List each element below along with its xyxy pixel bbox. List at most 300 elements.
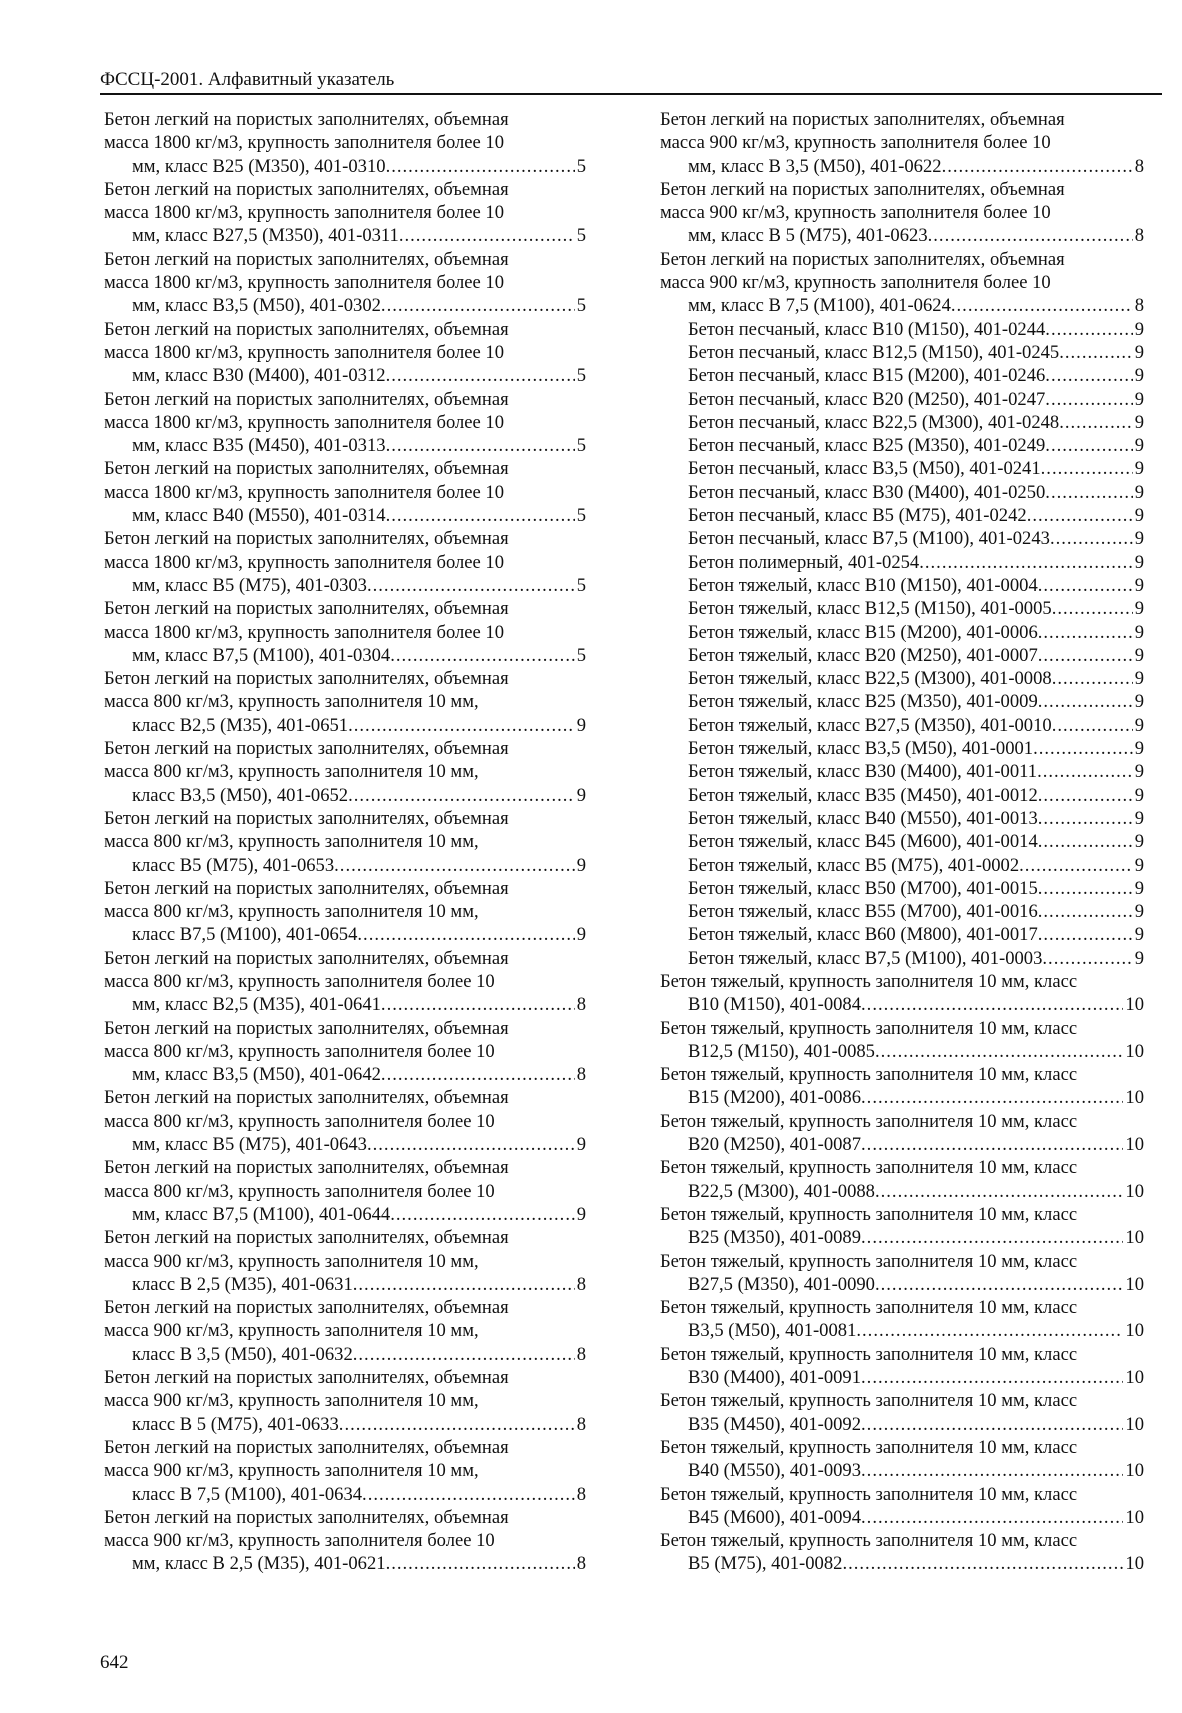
entry-page-ref: 9: [1134, 877, 1144, 899]
entry-term: мм, класс В 7,5 (М100), 401-0624: [688, 295, 951, 317]
index-entry: [104, 947, 586, 1017]
entry-line: масса 1800 кг/м3, крупность заполнителя более 10: [104, 272, 505, 294]
entry-page-ref: 9: [1134, 411, 1144, 433]
index-entry: [660, 1250, 1144, 1297]
entry-page-ref: 9: [1134, 621, 1144, 643]
index-entry: [104, 457, 586, 527]
entry-last-line: [688, 993, 1144, 1016]
entry-page-ref: 8: [576, 1064, 586, 1086]
entry-term: Бетон тяжелый, класс В35 (М450), 401-0012: [688, 784, 1038, 806]
entry-line: Бетон легкий на пористых заполнителях, объемная: [104, 1297, 509, 1319]
dot-leader: [386, 434, 575, 457]
entry-line: масса 900 кг/м3, крупность заполнителя 10 мм,: [104, 1390, 479, 1412]
entry-last-line: [688, 714, 1144, 737]
entry-page-ref: 5: [576, 505, 586, 527]
entry-line: Бетон легкий на пористых заполнителях, объемная: [104, 1017, 509, 1039]
entry-term: мм, класс В3,5 (М50), 401-0642: [132, 1064, 381, 1086]
entry-line: Бетон тяжелый, крупность заполнителя 10 мм, класс: [660, 1343, 1078, 1365]
entry-last-line: [688, 900, 1144, 923]
entry-line: Бетон легкий на пористых заполнителях, объемная: [104, 388, 509, 410]
entry-page-ref: 9: [1134, 435, 1144, 457]
entry-term: Бетон тяжелый, класс В60 (М800), 401-0017: [688, 924, 1038, 946]
index-entry: [660, 830, 1144, 853]
entry-term: В22,5 (М300), 401-0088: [688, 1180, 875, 1202]
index-entry: [660, 644, 1144, 667]
entry-last-line: [132, 854, 586, 877]
entry-page-ref: 8: [576, 1413, 586, 1435]
entry-last-line: [688, 318, 1144, 341]
entry-term: класс В7,5 (М100), 401-0654: [132, 924, 358, 946]
entry-term: Бетон тяжелый, класс В7,5 (М100), 401-0003: [688, 947, 1043, 969]
entry-term: Бетон тяжелый, класс В25 (М350), 401-0009: [688, 691, 1038, 713]
entry-last-line: [688, 434, 1144, 457]
entry-line: Бетон легкий на пористых заполнителях, объемная: [104, 1087, 509, 1109]
entry-last-line: [688, 527, 1144, 550]
entry-term: В40 (М550), 401-0093: [688, 1460, 862, 1482]
entry-page-ref: 8: [1134, 225, 1144, 247]
dot-leader: [381, 1063, 575, 1086]
entry-last-line: [688, 1413, 1144, 1436]
entry-last-line: [688, 224, 1144, 247]
entry-last-line: [688, 1459, 1144, 1482]
entry-page-ref: 10: [1125, 1040, 1144, 1062]
entry-line: Бетон легкий на пористых заполнителях, объемная: [104, 1367, 509, 1389]
index-entry: [104, 108, 586, 178]
entry-page-ref: 5: [576, 295, 586, 317]
dot-leader: [1052, 597, 1133, 620]
index-entry: [104, 1226, 586, 1296]
index-entry: [660, 621, 1144, 644]
dot-leader: [875, 1273, 1123, 1296]
entry-last-line: [132, 155, 586, 178]
entry-line: масса 800 кг/м3, крупность заполнителя более 10: [104, 970, 495, 992]
entry-page-ref: 8: [576, 994, 586, 1016]
entry-page-ref: 9: [1134, 505, 1144, 527]
index-entry: [660, 388, 1144, 411]
entry-page-ref: 9: [1134, 318, 1144, 340]
dot-leader: [367, 574, 575, 597]
entry-page-ref: 9: [1134, 341, 1144, 363]
index-entry: [660, 504, 1144, 527]
entry-term: мм, класс В7,5 (М100), 401-0644: [132, 1203, 391, 1225]
entry-page-ref: 10: [1125, 1273, 1144, 1295]
entry-last-line: [688, 551, 1144, 574]
index-entry: [104, 178, 586, 248]
entry-last-line: [132, 1063, 586, 1086]
dot-leader: [1038, 621, 1133, 644]
entry-term: В15 (М200), 401-0086: [688, 1087, 862, 1109]
dot-leader: [1038, 690, 1133, 713]
entry-page-ref: 9: [1134, 574, 1144, 596]
entry-last-line: [688, 411, 1144, 434]
index-entry: [104, 1436, 586, 1506]
entry-last-line: [132, 644, 586, 667]
index-entry: [660, 877, 1144, 900]
entry-term: В45 (М600), 401-0094: [688, 1506, 862, 1528]
dot-leader: [842, 1552, 1123, 1575]
entry-last-line: [688, 388, 1144, 411]
entry-term: мм, класс В5 (М75), 401-0643: [132, 1134, 367, 1156]
index-entry: [660, 1343, 1144, 1390]
entry-term: класс В2,5 (М35), 401-0651: [132, 714, 349, 736]
entry-last-line: [688, 854, 1144, 877]
entry-page-ref: 10: [1125, 1367, 1144, 1389]
entry-term: мм, класс В27,5 (М350), 401-0311: [132, 225, 399, 247]
entry-last-line: [688, 737, 1144, 760]
index-entry: [660, 318, 1144, 341]
entry-line: Бетон легкий на пористых заполнителях, объемная: [104, 318, 509, 340]
dot-leader: [334, 854, 575, 877]
entry-last-line: [132, 1133, 586, 1156]
dot-leader: [875, 1180, 1123, 1203]
dot-leader: [1041, 457, 1133, 480]
index-entry: [660, 760, 1144, 783]
entry-line: масса 1800 кг/м3, крупность заполнителя более 10: [104, 341, 505, 363]
index-entry: [660, 411, 1144, 434]
entry-line: масса 800 кг/м3, крупность заполнителя 10 мм,: [104, 831, 479, 853]
entry-term: В12,5 (М150), 401-0085: [688, 1040, 875, 1062]
dot-leader: [1045, 481, 1132, 504]
entry-page-ref: 9: [576, 854, 586, 876]
dot-leader: [1042, 947, 1132, 970]
entry-line: Бетон легкий на пористых заполнителях, объемная: [660, 178, 1065, 200]
dot-leader: [1038, 923, 1133, 946]
index-entry: [660, 434, 1144, 457]
entry-line: масса 1800 кг/м3, крупность заполнителя более 10: [104, 202, 505, 224]
dot-leader: [386, 155, 575, 178]
entry-page-ref: 10: [1125, 1553, 1144, 1575]
entry-page-ref: 9: [1134, 807, 1144, 829]
index-entry: [660, 784, 1144, 807]
index-entry: [660, 1203, 1144, 1250]
entry-page-ref: 9: [1134, 388, 1144, 410]
index-entry: [660, 108, 1144, 178]
entry-line: Бетон легкий на пористых заполнителях, объемная: [660, 109, 1065, 130]
entry-line: Бетон легкий на пористых заполнителях, объемная: [104, 738, 509, 760]
entry-last-line: [132, 1273, 586, 1296]
entry-line: масса 900 кг/м3, крупность заполнителя более 10: [660, 272, 1051, 294]
entry-term: В27,5 (М350), 401-0090: [688, 1273, 875, 1295]
index-entry: [660, 807, 1144, 830]
entry-line: Бетон тяжелый, крупность заполнителя 10 мм, класс: [660, 1110, 1078, 1132]
entry-line: Бетон легкий на пористых заполнителях, объемная: [104, 807, 509, 829]
running-header: ФССЦ-2001. Алфавитный указатель: [100, 69, 395, 90]
entry-line: Бетон тяжелый, крупность заполнителя 10 мм, класс: [660, 1297, 1078, 1319]
entry-line: масса 800 кг/м3, крупность заполнителя 10 мм,: [104, 901, 479, 923]
entry-term: мм, класс В3,5 (М50), 401-0302: [132, 295, 381, 317]
index-entry: [104, 807, 586, 877]
entry-page-ref: 9: [1134, 691, 1144, 713]
dot-leader: [1045, 364, 1132, 387]
entry-term: В30 (М400), 401-0091: [688, 1367, 862, 1389]
dot-leader: [1038, 644, 1133, 667]
entry-page-ref: 5: [576, 644, 586, 666]
page-number: 642: [100, 1652, 129, 1673]
index-entry: [104, 877, 586, 947]
dot-leader: [1045, 434, 1132, 457]
index-entry: [660, 457, 1144, 480]
entry-term: Бетон тяжелый, класс В45 (М600), 401-0014: [688, 831, 1038, 853]
entry-last-line: [688, 667, 1144, 690]
entry-term: Бетон песчаный, класс В7,5 (М100), 401-0243: [688, 528, 1050, 550]
dot-leader: [1038, 877, 1133, 900]
dot-leader: [861, 1133, 1123, 1156]
index-entry: [660, 1529, 1144, 1576]
entry-last-line: [688, 877, 1144, 900]
index-entry: [660, 1017, 1144, 1064]
entry-last-line: [132, 1203, 586, 1226]
entry-page-ref: 9: [576, 924, 586, 946]
dot-leader: [1050, 527, 1133, 550]
entry-term: В3,5 (М50), 401-0081: [688, 1320, 857, 1342]
entry-last-line: [688, 830, 1144, 853]
entry-line: Бетон тяжелый, крупность заполнителя 10 мм, класс: [660, 1157, 1078, 1179]
index-entry: [660, 1063, 1144, 1110]
entry-page-ref: 9: [1134, 551, 1144, 573]
entry-line: Бетон тяжелый, крупность заполнителя 10 мм, класс: [660, 1483, 1078, 1505]
entry-line: масса 900 кг/м3, крупность заполнителя 10 мм,: [104, 1320, 479, 1342]
entry-last-line: [688, 597, 1144, 620]
entry-last-line: [688, 1180, 1144, 1203]
entry-term: Бетон тяжелый, класс В55 (М700), 401-0016: [688, 901, 1038, 923]
index-entry: [660, 1389, 1144, 1436]
entry-last-line: [132, 504, 586, 527]
entry-page-ref: 9: [1134, 924, 1144, 946]
dot-leader: [1019, 854, 1133, 877]
entry-last-line: [132, 714, 586, 737]
entry-last-line: [688, 644, 1144, 667]
dot-leader: [1038, 900, 1133, 923]
entry-line: Бетон легкий на пористых заполнителях, объемная: [104, 248, 509, 270]
index-entry: [104, 1086, 586, 1156]
entry-last-line: [132, 993, 586, 1016]
index-entry: [660, 1296, 1144, 1343]
entry-term: Бетон тяжелый, класс В27,5 (М350), 401-0010: [688, 714, 1052, 736]
entry-page-ref: 5: [576, 365, 586, 387]
dot-leader: [861, 1226, 1123, 1249]
entry-term: Бетон тяжелый, класс В22,5 (М300), 401-0008: [688, 668, 1052, 690]
entry-term: Бетон тяжелый, класс В5 (М75), 401-0002: [688, 854, 1020, 876]
entry-term: класс В 2,5 (М35), 401-0631: [132, 1273, 353, 1295]
dot-leader: [861, 1459, 1123, 1482]
entry-last-line: [688, 760, 1144, 783]
entry-last-line: [688, 1040, 1144, 1063]
index-entry: [660, 690, 1144, 713]
entry-line: Бетон легкий на пористых заполнителях, объемная: [104, 598, 509, 620]
entry-line: Бетон легкий на пористых заполнителях, объемная: [104, 1506, 509, 1528]
dot-leader: [1038, 574, 1133, 597]
entry-line: Бетон легкий на пористых заполнителях, объемная: [104, 178, 509, 200]
entry-page-ref: 9: [1134, 784, 1144, 806]
entry-last-line: [132, 294, 586, 317]
entry-term: мм, класс В35 (М450), 401-0313: [132, 435, 386, 457]
entry-term: Бетон тяжелый, класс В40 (М550), 401-0013: [688, 807, 1038, 829]
entry-term: Бетон тяжелый, класс В15 (М200), 401-0006: [688, 621, 1038, 643]
entry-page-ref: 9: [576, 1203, 586, 1225]
entry-line: масса 900 кг/м3, крупность заполнителя 10 мм,: [104, 1250, 479, 1272]
entry-term: мм, класс В2,5 (М35), 401-0641: [132, 994, 381, 1016]
entry-term: Бетон тяжелый, класс В30 (М400), 401-0011: [688, 761, 1038, 783]
index-entry: [660, 527, 1144, 550]
entry-page-ref: 8: [576, 1343, 586, 1365]
entry-page-ref: 5: [576, 225, 586, 247]
entry-page-ref: 9: [1134, 714, 1144, 736]
entry-line: масса 800 кг/м3, крупность заполнителя более 10: [104, 1040, 495, 1062]
entry-line: масса 900 кг/м3, крупность заполнителя более 10: [660, 202, 1051, 224]
index-entry: [104, 1296, 586, 1366]
entry-line: Бетон тяжелый, крупность заполнителя 10 мм, класс: [660, 1203, 1078, 1225]
index-entry: [660, 1110, 1144, 1157]
entry-last-line: [688, 621, 1144, 644]
dot-leader: [386, 1552, 575, 1575]
entry-term: Бетон песчаный, класс В12,5 (М150), 401-0245: [688, 341, 1060, 363]
entry-term: В10 (М150), 401-0084: [688, 994, 862, 1016]
dot-leader: [362, 1483, 575, 1506]
entry-last-line: [688, 923, 1144, 946]
index-column-right: [660, 108, 1144, 1576]
dot-leader: [1038, 830, 1133, 853]
index-entry: [660, 970, 1144, 1017]
entry-line: Бетон тяжелый, крупность заполнителя 10 мм, класс: [660, 1017, 1078, 1039]
entry-page-ref: 5: [576, 435, 586, 457]
entry-page-ref: 8: [1134, 155, 1144, 177]
dot-leader: [390, 1203, 574, 1226]
entry-last-line: [132, 1552, 586, 1575]
entry-page-ref: 9: [1134, 947, 1144, 969]
entry-last-line: [688, 364, 1144, 387]
entry-term: класс В 7,5 (М100), 401-0634: [132, 1483, 363, 1505]
dot-leader: [942, 155, 1133, 178]
entry-term: Бетон тяжелый, класс В50 (М700), 401-0015: [688, 877, 1038, 899]
entry-page-ref: 9: [1134, 644, 1144, 666]
entry-page-ref: 9: [1134, 761, 1144, 783]
entry-line: масса 900 кг/м3, крупность заполнителя 10 мм,: [104, 1460, 479, 1482]
index-entry: [104, 667, 586, 737]
entry-page-ref: 9: [1134, 365, 1144, 387]
dot-leader: [381, 993, 575, 1016]
dot-leader: [856, 1319, 1123, 1342]
dot-leader: [1059, 411, 1132, 434]
entry-last-line: [132, 434, 586, 457]
entry-line: Бетон тяжелый, крупность заполнителя 10 мм, класс: [660, 1530, 1078, 1552]
entry-page-ref: 8: [1134, 295, 1144, 317]
entry-line: масса 1800 кг/м3, крупность заполнителя более 10: [104, 621, 505, 643]
entry-last-line: [688, 1552, 1144, 1575]
entry-last-line: [132, 1413, 586, 1436]
entry-last-line: [688, 690, 1144, 713]
index-entry: [660, 1436, 1144, 1483]
entry-term: класс В5 (М75), 401-0653: [132, 854, 335, 876]
entry-last-line: [688, 1366, 1144, 1389]
entry-page-ref: 9: [576, 1134, 586, 1156]
entry-page-ref: 9: [1134, 458, 1144, 480]
entry-term: мм, класс В5 (М75), 401-0303: [132, 574, 367, 596]
entry-line: Бетон тяжелый, крупность заполнителя 10 мм, класс: [660, 970, 1078, 992]
entry-term: мм, класс В7,5 (М100), 401-0304: [132, 644, 391, 666]
entry-term: Бетон тяжелый, класс В3,5 (М50), 401-0001: [688, 738, 1034, 760]
entry-last-line: [688, 341, 1144, 364]
index-entry: [104, 1156, 586, 1226]
entry-term: Бетон песчаный, класс В10 (М150), 401-0244: [688, 318, 1046, 340]
entry-line: масса 1800 кг/м3, крупность заполнителя более 10: [104, 551, 505, 573]
entry-term: мм, класс В30 (М400), 401-0312: [132, 365, 386, 387]
entry-last-line: [132, 1343, 586, 1366]
index-entry: [660, 551, 1144, 574]
index-entry: [660, 178, 1144, 248]
index-column-left: [104, 108, 586, 1576]
entry-term: Бетон песчаный, класс В22,5 (М300), 401-0248: [688, 411, 1060, 433]
entry-page-ref: 8: [576, 1273, 586, 1295]
index-entry: [104, 527, 586, 597]
index-entry: [104, 388, 586, 458]
entry-last-line: [688, 784, 1144, 807]
entry-term: Бетон песчаный, класс В5 (М75), 401-0242: [688, 505, 1027, 527]
dot-leader: [875, 1040, 1123, 1063]
index-entry: [660, 1156, 1144, 1203]
entry-line: масса 800 кг/м3, крупность заполнителя более 10: [104, 1110, 495, 1132]
dot-leader: [348, 784, 575, 807]
entry-page-ref: 9: [576, 714, 586, 736]
entry-term: Бетон тяжелый, класс В20 (М250), 401-0007: [688, 644, 1038, 666]
entry-page-ref: 10: [1125, 1460, 1144, 1482]
dot-leader: [399, 224, 575, 247]
index-entry: [660, 714, 1144, 737]
entry-last-line: [688, 574, 1144, 597]
index-entry: [104, 248, 586, 318]
entry-last-line: [132, 574, 586, 597]
dot-leader: [390, 644, 574, 667]
entry-term: Бетон тяжелый, класс В12,5 (М150), 401-0005: [688, 598, 1052, 620]
entry-term: мм, класс В40 (М550), 401-0314: [132, 505, 386, 527]
index-entry: [104, 597, 586, 667]
entry-line: Бетон легкий на пористых заполнителях, объемная: [104, 528, 509, 550]
entry-page-ref: 10: [1125, 1087, 1144, 1109]
dot-leader: [1038, 807, 1133, 830]
entry-line: Бетон легкий на пористых заполнителях, объемная: [104, 877, 509, 899]
dot-leader: [381, 294, 575, 317]
index-entry: [660, 341, 1144, 364]
dot-leader: [861, 1506, 1123, 1529]
index-entry: [104, 737, 586, 807]
index-entry: [660, 854, 1144, 877]
entry-term: Бетон песчаный, класс В30 (М400), 401-0250: [688, 481, 1046, 503]
entry-last-line: [688, 1506, 1144, 1529]
dot-leader: [1045, 318, 1132, 341]
entry-last-line: [688, 294, 1144, 317]
index-entry: [660, 737, 1144, 760]
dot-leader: [928, 224, 1133, 247]
dot-leader: [339, 1413, 575, 1436]
entry-line: Бетон легкий на пористых заполнителях, объемная: [104, 1436, 509, 1458]
entry-line: масса 900 кг/м3, крупность заполнителя более 10: [104, 1530, 495, 1552]
dot-leader: [357, 923, 574, 946]
entry-page-ref: 9: [1134, 738, 1144, 760]
entry-line: Бетон легкий на пористых заполнителях, объемная: [104, 1157, 509, 1179]
entry-last-line: [688, 1133, 1144, 1156]
entry-term: В20 (М250), 401-0087: [688, 1134, 862, 1156]
entry-last-line: [688, 1273, 1144, 1296]
entry-last-line: [688, 1319, 1144, 1342]
entry-term: В5 (М75), 401-0082: [688, 1553, 843, 1575]
index-entry: [660, 364, 1144, 387]
dot-leader: [861, 1366, 1123, 1389]
entry-line: Бетон легкий на пористых заполнителях, объемная: [104, 668, 509, 690]
dot-leader: [348, 714, 575, 737]
dot-leader: [1027, 504, 1133, 527]
dot-leader: [353, 1273, 575, 1296]
entry-line: Бетон легкий на пористых заполнителях, объемная: [104, 1227, 509, 1249]
entry-line: Бетон легкий на пористых заполнителях, объемная: [104, 458, 509, 480]
